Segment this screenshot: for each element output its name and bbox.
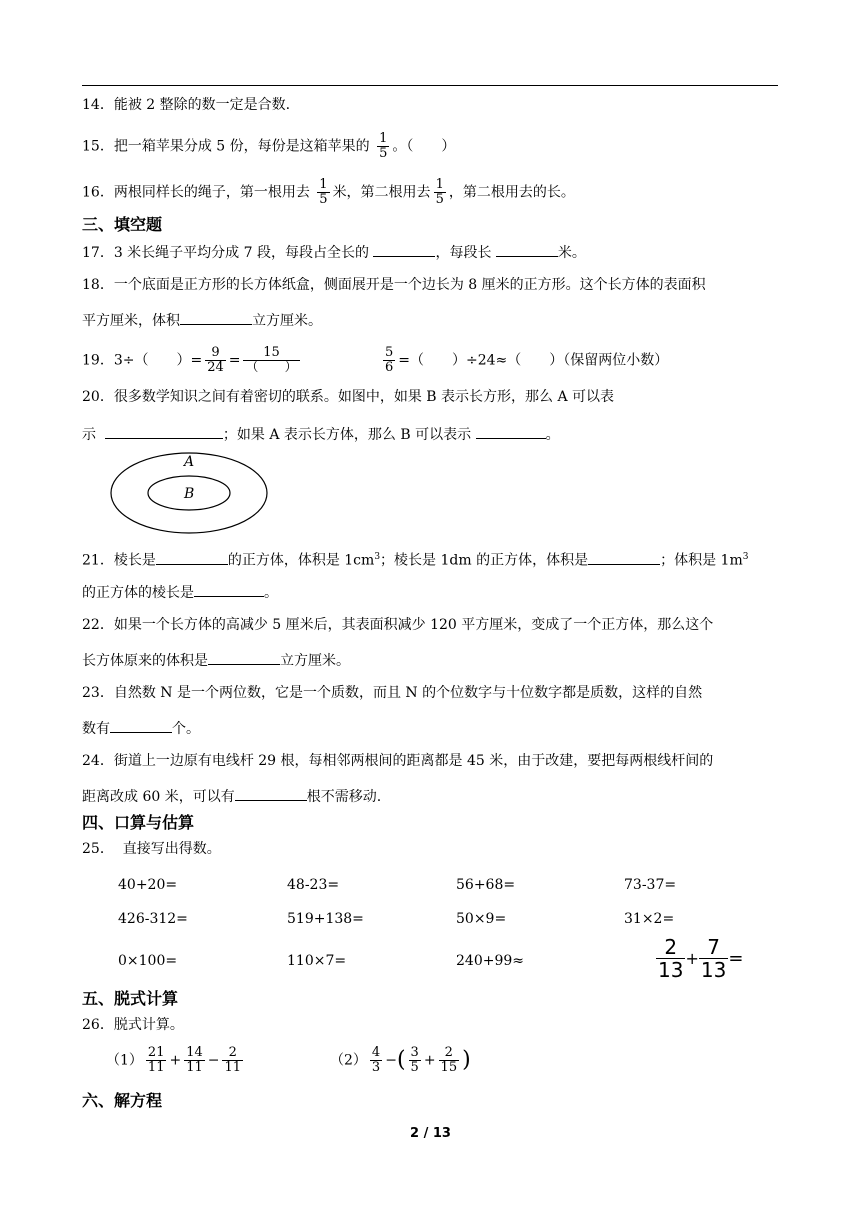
question-17: 17．3 米长绳子平均分成 7 段，每段占全长的 ，每段长 米。 [82,242,586,262]
label-a: A [184,454,195,470]
fraction: $\frac{21}{11}$ [147,1045,165,1075]
calc-item: 56+68= [456,877,516,893]
fraction: $\frac{9}{24}$ [207,345,224,375]
question-26: 26．脱式计算。 [82,1017,184,1033]
calc-item: 50×9= [456,911,507,927]
fraction: $\frac{7}{13}$ [700,935,727,982]
question-22: 22．如果一个长方体的高减少 5 厘米后，其表面积减少 120 平方厘米，变成了一个正方体，那么这个 [82,617,714,633]
calc-item: 73-37= [624,877,677,893]
answer-blank[interactable] [194,582,264,597]
fraction: $\frac{2}{13}$ [658,935,684,982]
answer-blank[interactable] [208,650,280,665]
answer-blank[interactable] [156,550,228,565]
fraction: $\frac{14}{11}$ [186,1045,203,1075]
section-heading-fill-in: 三、填空题 [82,215,163,234]
answer-blank[interactable] [110,718,172,733]
fraction: $\frac{4}{3}$ [371,1045,381,1075]
answer-blank[interactable] [180,310,252,325]
fraction: $\frac{1}{5}$ [435,177,444,207]
calc-item: 240+99≈ [456,953,524,969]
question-22-line2: 长方体原来的体积是 立方厘米。 [82,650,350,670]
answer-blank[interactable] [235,786,307,801]
question-23: 23．自然数 N 是一个两位数，它是一个质数，而且 N 的个位数字与十位数字都是质数，这样的自然 [82,685,703,701]
question-text: 能被 2 整除的数一定是合数. [113,97,291,113]
question-18: 18．一个底面是正方形的长方体纸盒，侧面展开是一个边长为 8 厘米的正方形。这个长方体的表面积 [82,277,706,293]
question-number: 15． [82,138,114,155]
header-rule [82,85,778,86]
section-heading-step-calc: 五、脱式计算 [82,989,179,1008]
question-14 [82,96,290,114]
fraction: $\frac{2}{15}$ [440,1045,458,1075]
answer-blank[interactable] [588,550,660,565]
fraction: $\frac{3}{5}$ [410,1045,419,1075]
calc-item: 426-312= [118,911,188,927]
answer-parens: 。（ ） [392,138,456,155]
fraction: $\frac{2}{11}$ [224,1045,242,1075]
question-19: 19．3÷（ ）= $\frac{9}{24}$ = $\frac{15}{( )}$ [82,345,298,375]
question-20: 20．很多数学知识之间有着密切的联系。如图中，如果 B 表示长方形，那么 A 可以表 [82,389,615,405]
calc-item: 519+138= [287,911,364,927]
answer-blank[interactable] [476,424,546,439]
question-16: 16．两根同样长的绳子，第一根用去 $\frac{1}{5}$ 米，第二根用去 $\frac{1}{5}$ ，第二根用去的长。 [82,177,575,207]
page-number: 2 / 13 [410,1126,451,1141]
fraction: $\frac{1}{5}$ [319,177,328,207]
question-25: 25． 直接写出得数。 [82,841,221,857]
fraction: $\frac{1}{5}$ [379,131,388,161]
question-24-line2: 距离改成 60 米，可以有 根不需移动. [82,786,381,806]
question-number: 16． [82,184,114,201]
section-heading-mental-math: 四、口算与估算 [82,813,195,832]
section-heading-equations: 六、解方程 [82,1091,163,1110]
calc-item: 110×7= [287,953,347,969]
question-24: 24．街道上一边原有电线杆 29 根，每相邻两根间的距离都是 45 米，由于改建，要把每两根线杆间的 [82,753,714,769]
question-21: 21．棱长是 的正方体，体积是 $1cm^3$；棱长是 1dm 的正方体，体积是 ；体积是 $1m^3$ [82,548,748,570]
calc-item: 31×2= [624,911,675,927]
answer-blank[interactable] [373,242,435,257]
question-20-line2: 示 ；如果 A 表示长方体，那么 B 可以表示 。 [82,424,560,444]
answer-blank[interactable] [496,242,558,257]
fraction: $\frac{15}{( )}$ [245,345,298,375]
question-18-line2: 平方厘米，体积 立方厘米。 [82,310,322,330]
venn-diagram [108,450,270,536]
calc-item-fraction-sum: $\frac{2}{13}$ + $\frac{7}{13}$ = [658,935,744,982]
question-23-line2: 数有 个。 [82,718,200,738]
answer-blank[interactable] [105,424,223,439]
question-21-line2: 的正方体的棱长是 。 [82,582,278,602]
calc-item: 48-23= [287,877,340,893]
calc-item: 40+20= [118,877,178,893]
step-calc-2: （2） $\frac{4}{3}$ −( $\frac{3}{5}$ + $\frac{2}{15}$ ) [330,1045,471,1075]
question-text: 把一箱苹果分成 5 份，每份是这箱苹果的 [113,138,370,155]
question-19-part2: $\frac{5}{6}$ =（ ）÷24≈（ ）（保留两位小数） [385,345,669,375]
question-15 [82,132,455,161]
step-calc-1: （1） $\frac{21}{11}$ + $\frac{14}{11}$ − $\frac{2}{11}$ [106,1045,242,1075]
label-b: B [184,486,195,502]
calc-item: 0×100= [118,953,178,969]
question-number: 14． [82,97,114,113]
fraction: $\frac{5}{6}$ [385,345,394,375]
question-text: 两根同样长的绳子，第一根用去 [113,184,310,201]
